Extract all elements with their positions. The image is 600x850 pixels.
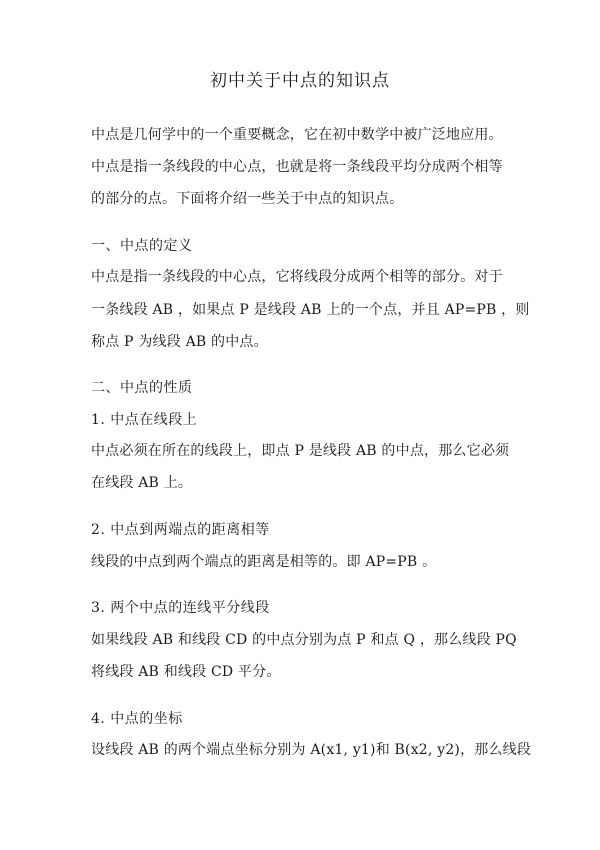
intro-line-1: 中点是几何学中的一个重要概念，它在初中数学中被广泛地应用。 — [91, 127, 503, 143]
property-4-line-1: 设线段 AB 的两个端点坐标分别为 A(x1, y1)和 B(x2, y2)，那么线段 — [91, 742, 532, 758]
section-heading-definition: 一、中点的定义 — [91, 238, 193, 254]
property-1-heading: 1. 中点在线段上 — [91, 412, 198, 428]
definition-line-1: 中点是指一条线段的中心点，它将线段分成两个相等的部分。对于 — [91, 269, 503, 285]
property-3-heading: 3. 两个中点的连线平分线段 — [91, 600, 270, 616]
property-2-line-1: 线段的中点到两个端点的距离是相等的。即 AP=PB 。 — [91, 554, 437, 570]
intro-line-2: 中点是指一条线段的中心点，也就是将一条线段平均分成两个相等 — [91, 159, 503, 175]
intro-line-3: 的部分的点。下面将介绍一些关于中点的知识点。 — [91, 191, 404, 207]
property-2-heading: 2. 中点到两端点的距离相等 — [91, 522, 270, 538]
property-4-heading: 4. 中点的坐标 — [91, 711, 183, 727]
property-3-line-1: 如果线段 AB 和线段 CD 的中点分别为点 P 和点 Q ，那么线段 PQ — [91, 632, 517, 648]
property-1-line-2: 在线段 AB 上。 — [91, 475, 193, 491]
property-1-line-1: 中点必须在所在的线段上，即点 P 是线段 AB 的中点，那么它必须 — [91, 443, 510, 459]
definition-line-3: 称点 P 为线段 AB 的中点。 — [91, 334, 268, 350]
property-3-line-2: 将线段 AB 和线段 CD 平分。 — [91, 664, 281, 680]
section-heading-properties: 二、中点的性质 — [91, 380, 193, 396]
document-title: 初中关于中点的知识点 — [210, 71, 390, 91]
definition-line-2: 一条线段 AB ，如果点 P 是线段 AB 上的一个点，并且 AP=PB ，则 — [91, 302, 530, 318]
